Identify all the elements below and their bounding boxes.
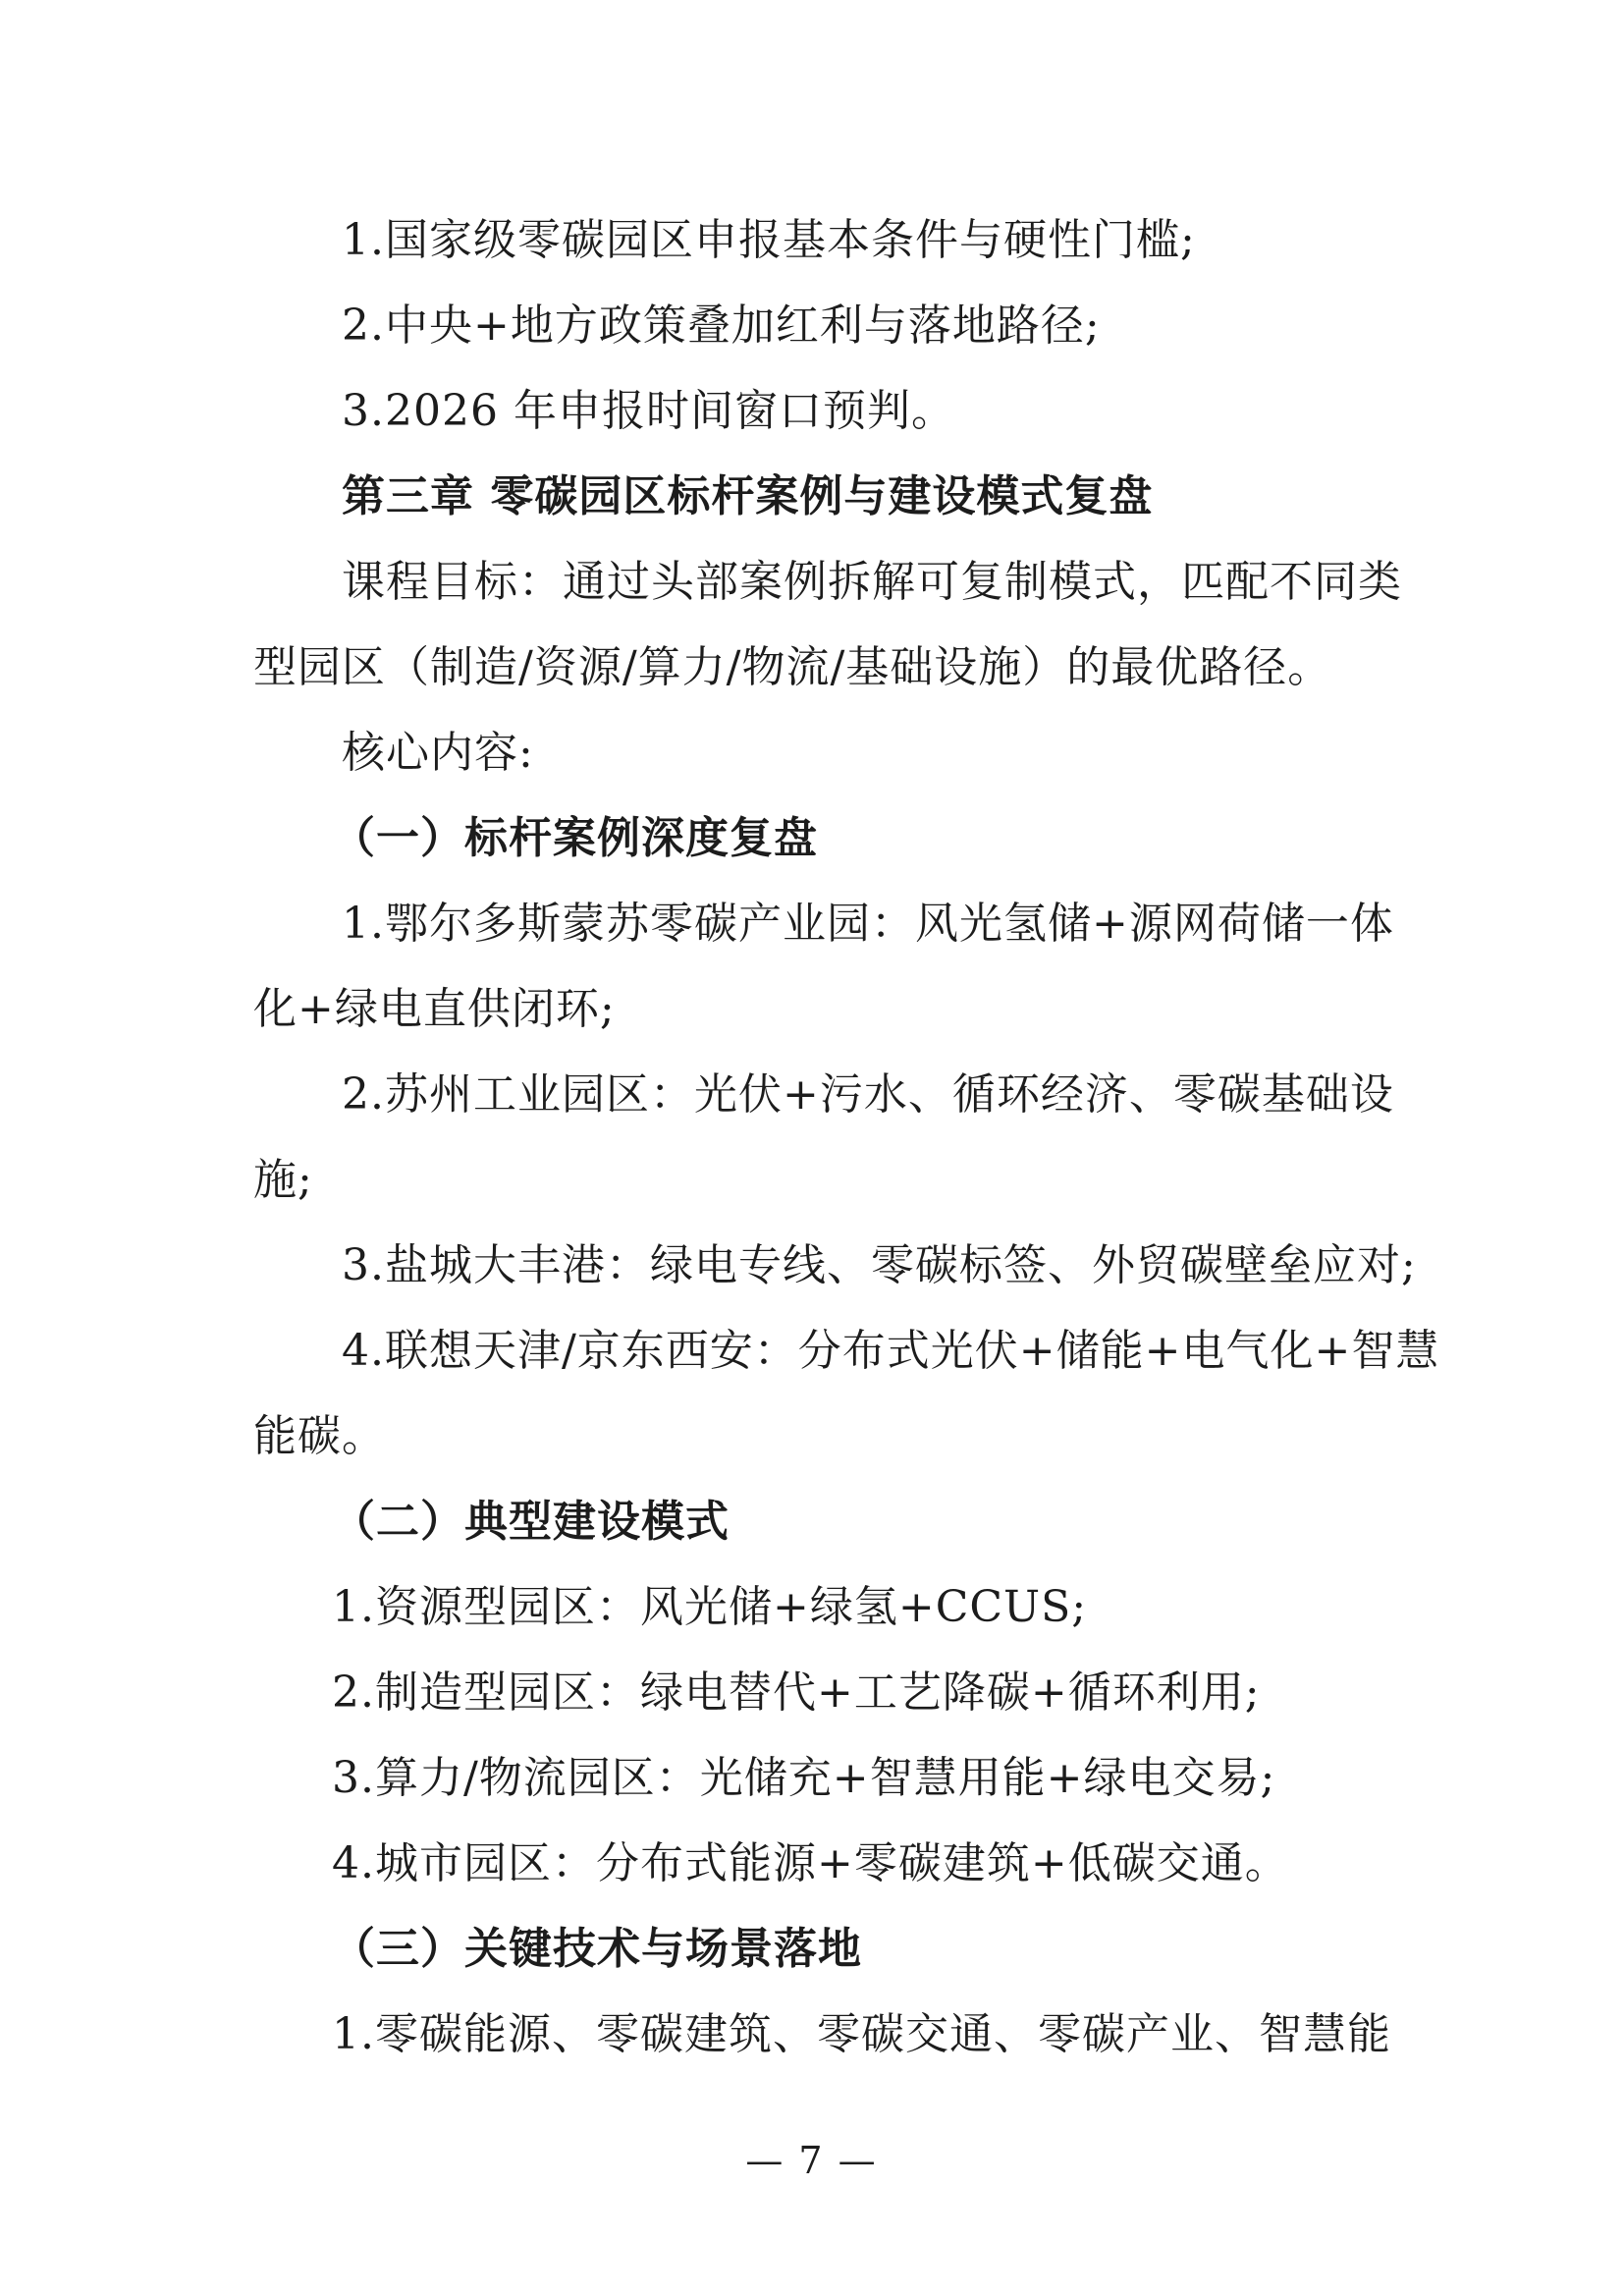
list-item-policy: 2.中央+地方政策叠加红利与落地路径;: [342, 301, 1101, 351]
case-lenovo-jd-line-2: 能碳。: [253, 1411, 386, 1461]
case-suzhou-line-1: 2.苏州工业园区：光伏+污水、循环经济、零碳基础设: [342, 1069, 1394, 1120]
chapter-heading: 第三章 零碳园区标杆案例与建设模式复盘: [342, 471, 1154, 521]
case-ordos-line-1: 1.鄂尔多斯蒙苏零碳产业园：风光氢储+源网荷储一体: [342, 899, 1394, 949]
list-item-timing: 3.2026 年申报时间窗口预判。: [342, 386, 955, 436]
section-heading-construction-modes: （二）典型建设模式: [332, 1497, 730, 1547]
tech-list-item: 1.零碳能源、零碳建筑、零碳交通、零碳产业、智慧能: [332, 2009, 1391, 2059]
course-objective-line-1: 课程目标：通过头部案例拆解可复制模式，匹配不同类: [342, 557, 1402, 607]
page-number: — 7 —: [745, 2139, 878, 2182]
mode-urban-park: 4.城市园区：分布式能源+零碳建筑+低碳交通。: [332, 1838, 1289, 1888]
mode-computing-logistics-park: 3.算力/物流园区：光储充+智慧用能+绿电交易;: [332, 1753, 1276, 1803]
case-lenovo-jd-line-1: 4.联想天津/京东西安：分布式光伏+储能+电气化+智慧: [342, 1326, 1440, 1376]
mode-resource-park: 1.资源型园区：风光储+绿氢+CCUS;: [332, 1582, 1088, 1632]
case-yancheng: 3.盐城大丰港：绿电专线、零碳标签、外贸碳壁垒应对;: [342, 1240, 1417, 1290]
case-suzhou-line-2: 施;: [253, 1155, 313, 1205]
section-heading-benchmark-cases: （一）标杆案例深度复盘: [332, 813, 818, 863]
case-ordos-line-2: 化+绿电直供闭环;: [253, 984, 616, 1034]
mode-manufacturing-park: 2.制造型园区：绿电替代+工艺降碳+循环利用;: [332, 1667, 1261, 1718]
course-objective-line-2: 型园区（制造/资源/算力/物流/基础设施）的最优路径。: [253, 642, 1332, 692]
list-item-requirements: 1.国家级零碳园区申报基本条件与硬性门槛;: [342, 215, 1196, 265]
core-content-label: 核心内容:: [342, 728, 534, 778]
section-heading-key-technologies: （三）关键技术与场景落地: [332, 1924, 862, 1974]
